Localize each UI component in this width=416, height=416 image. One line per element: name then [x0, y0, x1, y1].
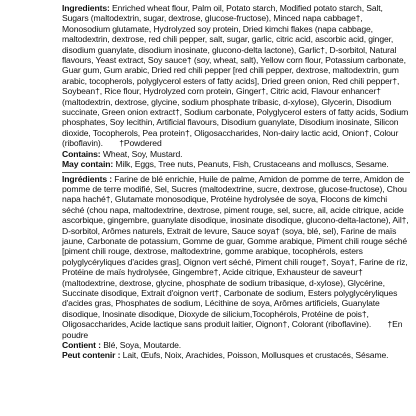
language-divider — [62, 172, 410, 173]
powdered-note-en: †Powdered — [119, 138, 162, 149]
may-contain-text-en: Milk, Eggs, Tree nuts, Peanuts, Fish, Crustaceans and molluscs, Sesame. — [115, 159, 389, 170]
ingredients-text-en: Enriched wheat flour, Palm oil, Potato starch, Modified potato starch, Salt, Sugars (maltodextrin, sugar, dextrose, glucose-fructose), Minced napa cabbage†, Monosodium glutamate, Hydrolyzed soy protein, Dried kimchi flakes (napa cabbage, maltodextrin, dextrose, red chili pepper, salt, sugar, garlic, citric acid, ascorbic acid, ginger, disodium guanylate, disodium inosinate, glucono-delta lactone), Garlic†, D-sorbitol, Natural flavours, Yeast extract, Soy sauce† (soy, wheat, salt), Yellow corn flour, Potassium carbonate, Guar gum, Gum arabic, Dried red chili pepper [red chili pepper, dextrose, maltodextrin, gum arabic, tocopherols, polyglycerol esters of fatty acids], Dried green onion, Red chili pepper†, Soybean†, Rice flour, Hydrolyzed corn protein, Ginger†, Citric acid, Flavour enhancer† (maltodextrin, dextrose, glycine, sodium phosphate tribasic, d-xylose), Glycerin, Disodium succinate, Green onion extract†, Sodium carbonate, Polyglycerol esters of fatty acids, Sodium phosphates, Soy lecithin, Artificial flavours, Disodium guanylate, Disodium inosinate, Silicon dioxide, Tocopherols, Pea protein†, Oligosaccharides, Non-dairy lactic acid, Onion†, Colour (riboflavin). — [62, 3, 409, 149]
ingredients-heading-en: Ingredients: — [62, 3, 110, 13]
may-contain-heading-fr: Peut contenir : — [62, 350, 121, 361]
may-contain-english — [62, 159, 410, 169]
contains-heading-en: Contains: — [62, 148, 101, 159]
ingredients-french — [62, 174, 410, 341]
ingredients-text-fr: Farine de blé enrichie, Huile de palme, Amidon de pomme de terre, Amidon de pomme de terre modifié, Sel, Sucres (maltodextrine, sucre, dextrose, glucose-fructose), Chou napa haché†, Glutamate monosodique, Protéine hydrolysée de soya, Flocons de kimchi séché (chou napa, maltodextrine, dextrose, piment rouge, sel, sucre, ail, acide citrique, acide ascorbique, gingembre, guanylate disodique, inosinate disodique, glucono-delta-lactone), Ail†, D-sorbitol, Arômes naturels, Extrait de levure, Sauce soya† (soya, blé, sel), Farine de maïs jaune, Carbonate de potassium, Gomme de guar, Gomme arabique, Piment chili rouge séché [piment chili rouge, dextrose, maltodextrine, gomme arabique, tocophérols, esters polyglycéryliques d'acides gras], Oignon vert séché, Piment chili rouge†, Soya†, Farine de riz, Protéine de maïs hydrolysée, Gingembre†, Acide citrique, Exhausteur de saveur† (maltodextrine, dextrose, glycine, phosphate de sodium tribasique, d-xylose), Glycérine, Succinate disodique, Extrait d'oignon vert†, Carbonate de sodium, Esters polyglycéryliques d'acides gras, Phosphates de sodium, Lécithine de soya, Arômes artificiels, Guanylate disodique, Inosinate disodique, Dioxyde de silicium,Tocophérols, Protéine de pois†, Oligosaccharides, Acide lactique sans produit laitier, Oignon†, Colorant (riboflavine). — [62, 173, 409, 330]
ingredients-english — [62, 3, 410, 149]
contains-text-fr: Blé, Soya, Moutarde. — [103, 340, 182, 350]
contains-text-en: Wheat, Soy, Mustard. — [102, 148, 183, 159]
contains-heading-fr: Contient : — [62, 340, 101, 350]
contains-french — [62, 340, 410, 350]
contains-english — [62, 149, 410, 159]
ingredients-heading-fr: Ingrédients : — [62, 173, 113, 184]
may-contain-text-fr: Lait, Œufs, Noix, Arachides, Poisson, Mollusques et crustacés, Sésame. — [122, 350, 389, 361]
may-contain-french — [62, 350, 410, 360]
powdered-note-fr: †En poudre — [62, 319, 403, 340]
may-contain-heading-en: May contain: — [62, 159, 114, 170]
